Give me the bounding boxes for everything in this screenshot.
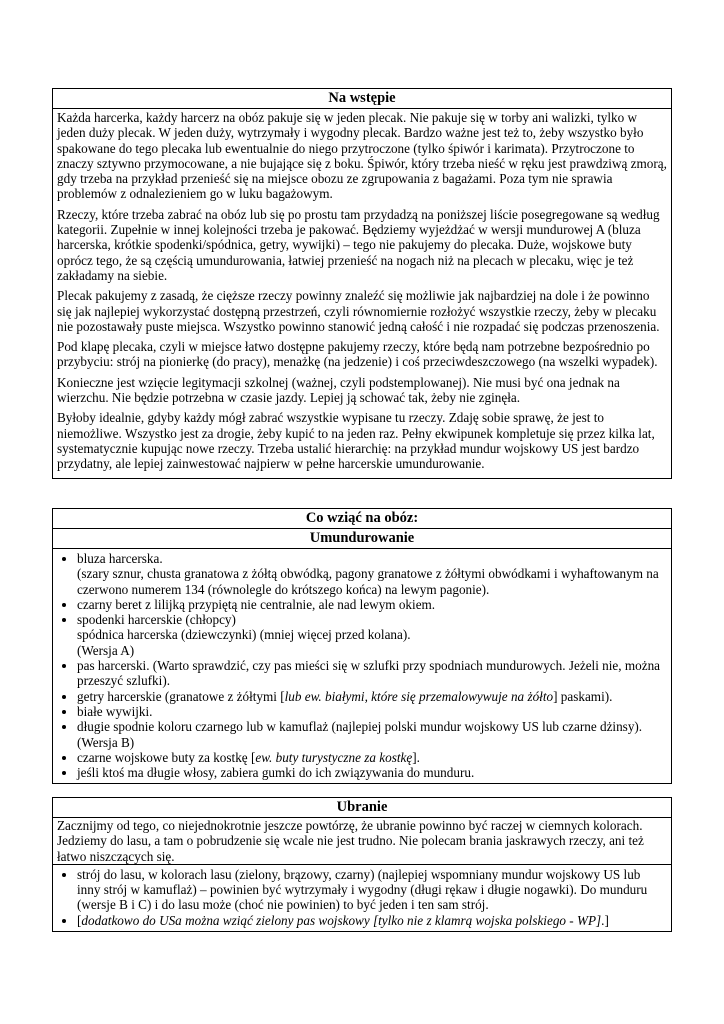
list-item-text: .]: [601, 912, 609, 928]
clothing-section: [52, 797, 672, 932]
list-item-text: (szary sznur, chusta granatowa z żółtą obwódką, pagony granatowe z żółtymi obwódkami i wyhaftowanym na czerwono numerem 134 (równolegle do krótszego końca) na lewym pagonie).: [77, 566, 659, 597]
packing-title: Co wziąć na obóz:: [53, 509, 671, 529]
list-item-text: czarny beret z lilijką przypiętą nie centralnie, ale nad lewym okiem.: [77, 596, 436, 612]
intro-text: [53, 109, 671, 478]
list-item: [77, 658, 667, 689]
intro-paragraph: Rzeczy, które trzeba zabrać na obóz lub się po prostu tam przydadzą na poniższej liście posegregowane są według kategorii. Zupełnie w innej kolejności trzeba je pakować. Będziemy wyjeżdżać w wersji mundurowej A (bluza harcerska, krótkie spodenki/spódnica, getry, wywijki) – tego nie pakujemy do plecaka. Duże, wojskowe buty oprócz tego, że są częścią umundurowania, łatwiej przenieść na nogach niż na plecach w plecaku, więc je też zakładamy na siebie.: [57, 206, 660, 283]
list-item-text: jeśli ktoś ma długie włosy, zabiera gumki do ich związywania do munduru.: [77, 765, 475, 781]
list-item-text: (Wersja B): [77, 734, 135, 750]
intro-title: Na wstępie: [53, 89, 671, 109]
list-item-text: czarne wojskowe buty za kostkę [: [77, 749, 256, 765]
intro-section: [52, 88, 672, 479]
list-item: [77, 750, 667, 765]
list-item: [77, 719, 667, 750]
list-item-text: pas harcerski. (Warto sprawdzić, czy pas mieści się w szlufki przy spodniach mundurowych. Jeżeli nie, można przeszyć szlufki).: [77, 658, 661, 689]
intro-paragraph: Plecak pakujemy z zasadą, że cięższe rzeczy powinny znaleźć się możliwie jak najbardziej na dole i że powinno się jak najlepiej wykorzystać dostępną przestrzeń, czyli równomiernie rozłożyć wszystkie rzeczy, żeby w plecaku nie pozostawały puste miejsca. Wszystko powinno stanowić jedną całość i nie rozpadać się podczas przenoszenia.: [57, 288, 660, 334]
packing-section: [52, 508, 672, 784]
list-item: [77, 689, 667, 704]
list-item-text: ].: [412, 749, 420, 765]
list-item-text: [: [77, 912, 82, 928]
intro-paragraph: Konieczne jest wzięcie legitymacji szkolnej (ważnej, czyli podstemplowanej). Nie musi być ona jednak na wierzchu. Nie będzie potrzebna w czasie jazdy. Lepiej ją schować tak, żeby nie zginęła.: [57, 374, 620, 406]
list-item: [77, 612, 667, 658]
list-item-text: getry harcerskie (granatowe z żółtymi [: [77, 688, 285, 704]
list-item-text: długie spodnie koloru czarnego lub w kamuflaż (najlepiej polski mundur wojskowy US lub czarne dżinsy).: [77, 719, 643, 735]
uniform-list: [53, 549, 671, 783]
list-item-text: bluza harcerska.: [77, 551, 163, 566]
list-item-text: białe wywijki.: [77, 703, 153, 719]
list-item: [77, 765, 667, 780]
list-item-text: ] paskami).: [553, 688, 613, 704]
list-item-text: spódnica harcerska (dziewczynki) (mniej więcej przed kolana).: [77, 627, 411, 643]
clothing-list: [53, 865, 671, 931]
list-item-italic: lub ew. białymi, które się przemalowywuje na żółto: [284, 688, 554, 704]
list-item-text: (Wersja A): [77, 642, 135, 658]
list-item: [77, 551, 667, 597]
list-item: [77, 867, 667, 913]
list-item: [77, 913, 667, 928]
intro-paragraph: Każda harcerka, każdy harcerz na obóz pakuje się w jeden plecak. Nie pakuje się w torby ani walizki, tylko w jeden duży plecak. W jeden duży, wytrzymały i wygodny plecak. Bardzo ważne jest też to, żeby wszystko było spakowane do tego plecaka lub ewentualnie do niego przytroczone (tylko śpiwór i karimata). Przytroczone to znaczy sztywno przymocowane, a nie bujające się z boku. Śpiwór, który trzeba nieść w ręku jest prawdziwą zmorą, gdy trzeba na przykład przenieść się na miejsce obozu ze zgrupowania z bagażami. Poza tym nie sprawia problemów z odnalezieniem go w luku bagażowym.: [57, 110, 667, 202]
list-item-italic: ew. buty turystyczne za kostkę: [255, 749, 413, 765]
intro-paragraph: Byłoby idealnie, gdyby każdy mógł zabrać wszystkie wypisane tu rzeczy. Zdaję sobie sprawę, że jest to niemożliwe. Wszystko jest za drogie, żeby kupić to na jeden raz. Pełny ekwipunek kompletuje się przez kilka lat, systematycznie kupując nowe rzeczy. Trzeba ustalić hierarchię: na przykład mundur wojskowy US jest bardzo przydatny, ale lepiej zainwestować najpierw w pełne harcerskie umundurowanie.: [57, 410, 655, 472]
list-item-italic: dodatkowo do USa można wziąć zielony pas wojskowy [tylko nie z klamrą wojska polskiego - WP]: [81, 912, 602, 928]
clothing-title: Ubranie: [53, 798, 671, 818]
list-item-text: strój do lasu, w kolorach lasu (zielony, brązowy, czarny) (najlepiej wspomniany mundur wojskowy US lub inny strój w kamuflaż) – powinien być wytrzymały i wygodny (długi rękaw i długie nogawki). Do munduru (wersje B i C) i do lasu może (choć nie powinien) to być jeden i ten sam strój.: [77, 866, 648, 913]
intro-paragraph: Pod klapę plecaka, czyli w miejsce łatwo dostępne pakujemy rzeczy, które będą nam potrzebne bezpośrednio po przybyciu: strój na pionierkę (do pracy), menażkę (na jedzenie) i coś przeciwdeszczowego (na wszelki wypadek).: [57, 339, 658, 370]
list-item-text: spodenki harcerskie (chłopcy): [77, 612, 236, 628]
list-item: [77, 597, 667, 612]
uniform-subtitle: Umundurowanie: [53, 529, 671, 549]
clothing-intro: Zacznijmy od tego, co niejednokrotnie jeszcze powtórzę, że ubranie powinno być raczej w ciemnych kolorach. Jedziemy do lasu, a tam o pobrudzenie się wcale nie jest trudno. Nie polecam brania jaskrawych rzeczy, ani też łatwo niszczących się.: [53, 818, 671, 865]
list-item: [77, 704, 667, 719]
